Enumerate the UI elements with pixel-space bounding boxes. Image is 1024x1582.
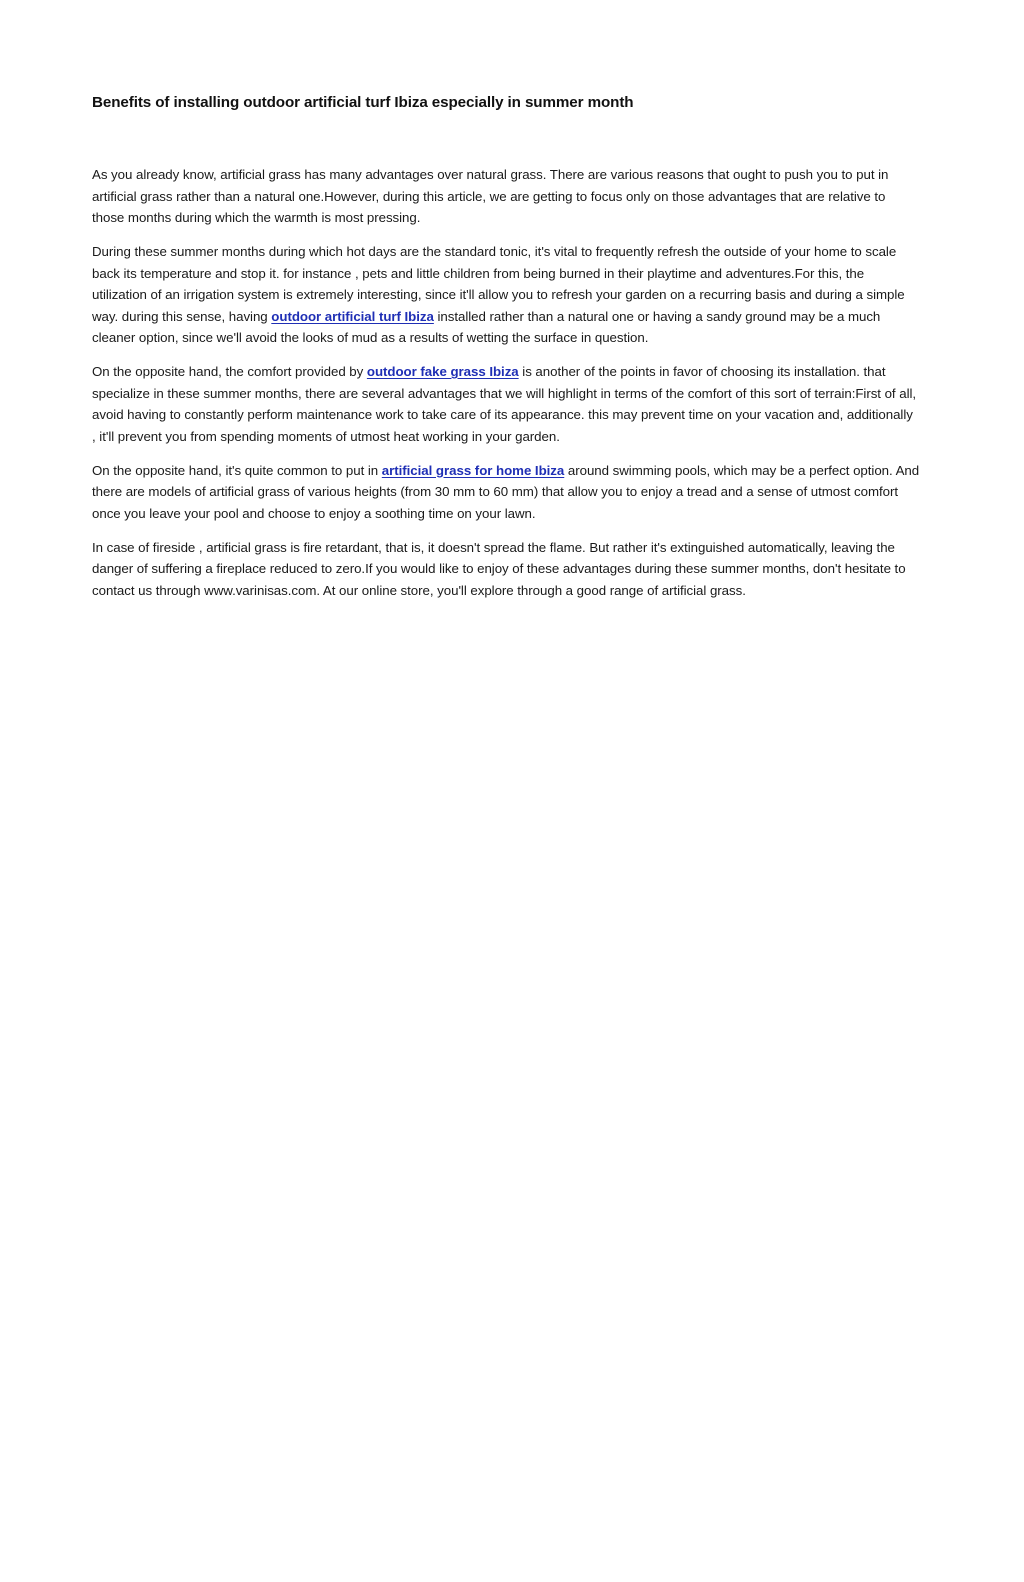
paragraph-comfort: [92, 361, 920, 447]
link-artificial-grass-for-home-ibiza[interactable]: artificial grass for home Ibiza: [381, 462, 565, 478]
paragraph-swimming-pools: [92, 460, 920, 525]
paragraph-text: In case of fireside , artificial grass is fire retardant, that is, it doesn't spread the flame. But rather it's extinguished automatically, leaving the danger of suffering a fireplace reduced to zero.If you would like to enjoy of these advantages during these summer months, don't hesitate to contact us through www.varinisas.com. At our online store, you'll explore through a good range of artificial grass.: [92, 539, 906, 598]
paragraph-fire-retardant: [92, 537, 920, 602]
paragraph-text-after-link: installed rather than a natural one or having a sandy ground may be a much cleaner option, since we'll avoid the looks of mud as a results of wetting the surface in question.: [92, 308, 881, 345]
paragraph-text-after-link: around swimming pools, which may be a perfect option. And there are models of artificial grass of various heights (from 30 mm to 60 mm) that allow you to enjoy a tread and a sense of utmost comfort once you leave your pool and choose to enjoy a soothing time on your lawn.: [92, 462, 920, 521]
paragraph-summer-refresh: [92, 241, 920, 349]
document-content: [92, 92, 920, 614]
paragraph-text-before-link: On the opposite hand, the comfort provided by: [92, 364, 367, 379]
paragraph-text-before-link: During these summer months during which hot days are the standard tonic, it's vital to frequently refresh the outside of your home to scale back its temperature and stop it. for instance , pets and little children from being burned in their playtime and adventures.For this, the utilization of an irrigation system is extremely interesting, since it'll allow you to refresh your garden on a recurring basis and during a simple way. during this sense, having: [92, 244, 905, 324]
paragraph-text-before-link: On the opposite hand, it's quite common to put in: [92, 462, 382, 478]
document-title: Benefits of installing outdoor artificial turf Ibiza especially in summer month: [92, 94, 634, 111]
link-outdoor-artificial-turf-ibiza[interactable]: outdoor artificial turf Ibiza: [271, 308, 434, 324]
link-outdoor-fake-grass-ibiza[interactable]: outdoor fake grass Ibiza: [366, 364, 519, 379]
paragraph-text: As you already know, artificial grass has many advantages over natural grass. There are various reasons that ought to push you to put in artificial grass rather than a natural one.However, during this article, we are getting to focus only on those advantages that are relative to those months during which the warmth is most pressing.: [92, 167, 889, 225]
paragraph-text-after-link: is another of the points in favor of choosing its installation. that specialize in these summer months, there are several advantages that we will highlight in terms of the comfort of this sort of terrain:First of all, avoid having to constantly perform maintenance work to take care of its appearance. this may prevent time on your vacation and, additionally , it'll prevent you from spending moments of utmost heat working in your garden.: [92, 364, 917, 444]
paragraph-intro: [92, 164, 920, 229]
document-body: [92, 164, 920, 601]
